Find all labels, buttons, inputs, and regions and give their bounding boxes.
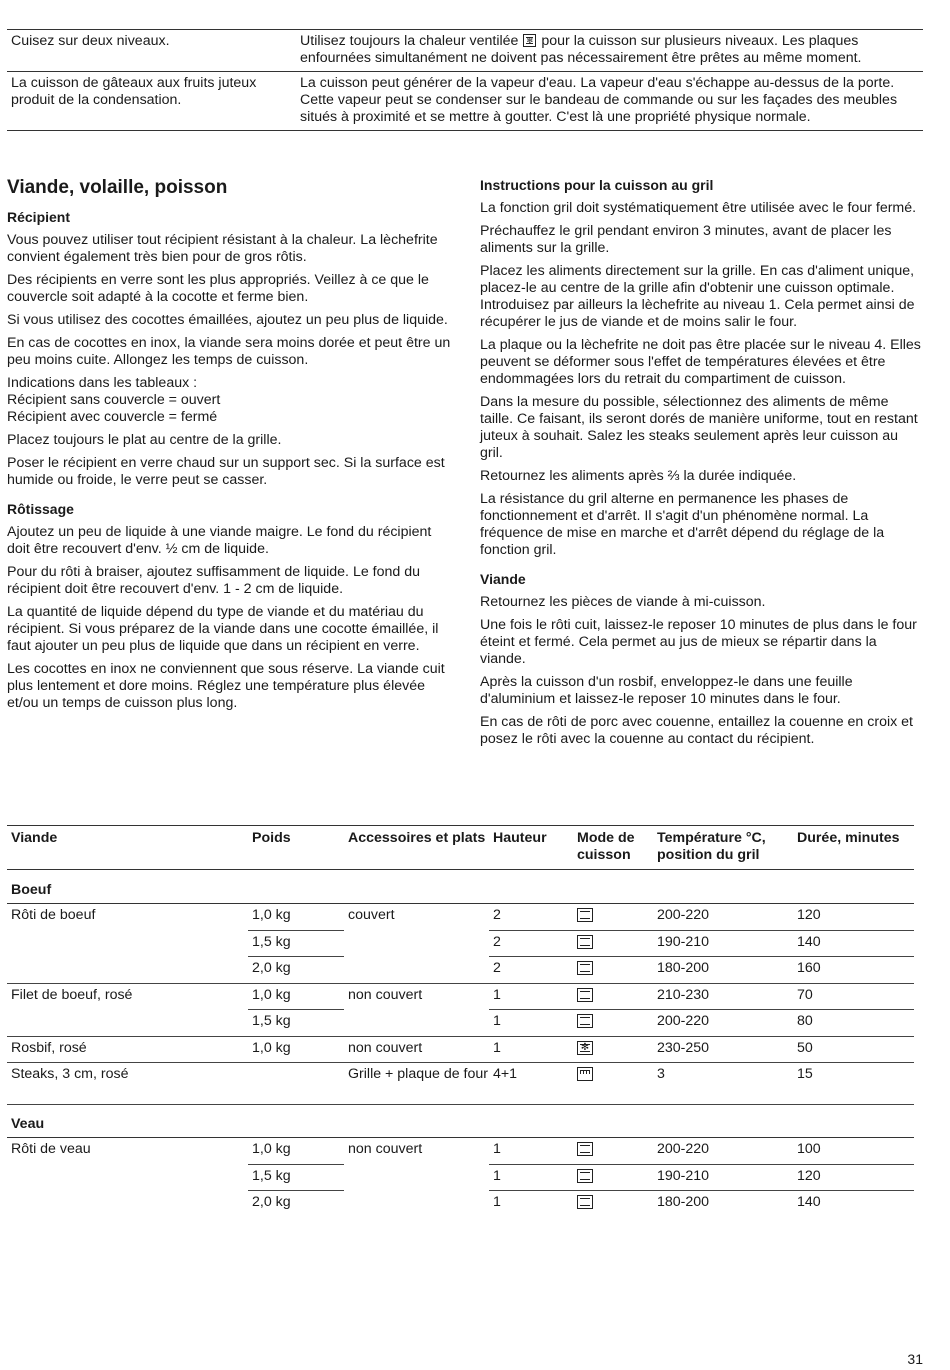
cell-hauteur: 4+1 [493,1066,518,1082]
cell-accessoires: couvert [348,907,395,923]
cell-hauteur: 1 [493,1039,501,1056]
cell-accessoires [344,1194,489,1217]
table-row [7,1190,914,1217]
tips-solution-text: pour la cuisson sur plusieurs niveaux. Les plaques enfournées simultanément ne doivent pas nécessairement être prêtes au même moment. [300,33,862,66]
paragraph: Les cocottes en inox ne conviennent que sous réserve. La viande cuit plus lentement et dore moins. Réglez une température plus élevée et/ou un temps de cuisson plus long. [7,661,445,711]
row-divider [489,1190,914,1191]
cell-poids: 1,5 kg [252,1167,291,1184]
cell-hauteur: 2 [493,960,501,976]
table-row [7,930,914,957]
convection-icon: ✻ [523,34,536,47]
paragraph: Ajoutez un peu de liquide à une viande maigre. Le fond du récipient doit être recouvert d'env. ½ cm de liquide. [7,524,432,557]
table-row [7,1137,914,1164]
right-column [480,177,922,754]
line: Indications dans les tableaux : [7,375,198,391]
cell-accessoires: non couvert [348,1039,423,1056]
cell-temperature: 3 [657,1066,665,1082]
cell-hauteur: 1 [493,1013,501,1029]
row-divider [489,956,914,957]
cell-temperature: 210-230 [657,986,710,1003]
tips-row [7,29,923,71]
top-bottom-heat-icon [577,988,593,1002]
cell-viande [7,1013,248,1036]
cell-temperature: 180-200 [657,1194,710,1210]
cell-hauteur: 2 [493,907,501,923]
header-viande: Viande [11,830,58,846]
cell-duree: 140 [797,1194,821,1210]
cell-mode [573,987,653,1010]
tips-solution-text: Utilisez toujours la chaleur ventilée [300,33,519,49]
cell-accessoires [344,934,489,957]
paragraph: Dans la mesure du possible, sélectionnez des aliments de même taille. Ce faisant, ils seront dorés de manière uniforme, tout en restant juteux à souhait. Salez les steaks seulement après leur cuisson au gril. [480,394,918,461]
cell-accessoires [344,960,489,983]
table-row [7,1164,914,1191]
convection-icon: ✻ [577,1041,593,1055]
top-bottom-heat-icon [577,908,593,922]
paragraph: La résistance du gril alterne en permanence les phases de fonctionnement et d'arrêt. Il s'agit d'un phénomène normal. La fréquence de mise en marche et d'arrêt dépend du réglage de la fonction gril. [480,491,885,558]
cell-duree: 15 [797,1066,813,1082]
subheading-rotissage: Rôtissage [7,501,74,517]
cell-viande: Rôti de veau [11,1141,91,1157]
cell-mode [573,1141,653,1164]
top-bottom-heat-icon [577,1169,593,1183]
cell-mode [573,960,653,983]
header-duree: Durée, minutes [797,830,900,846]
cell-temperature: 200-220 [657,1013,710,1029]
cell-viande [7,1194,248,1217]
cell-hauteur: 1 [493,1167,501,1184]
cell-poids: 1,0 kg [252,907,291,923]
cell-hauteur: 2 [493,933,501,950]
cell-temperature: 200-220 [657,1141,710,1157]
cell-duree: 120 [797,1167,821,1184]
table-section-title: Veau [11,1116,45,1132]
cell-duree: 120 [797,907,821,923]
cell-accessoires [344,1168,489,1191]
paragraph: La fonction gril doit systématiquement être utilisée avec le four fermé. [480,200,917,216]
cell-hauteur: 1 [493,986,501,1003]
cell-viande: Filet de boeuf, rosé [11,986,133,1003]
cell-viande: Steaks, 3 cm, rosé [11,1066,129,1082]
paragraph: Une fois le rôti cuit, laissez-le reposer 10 minutes de plus dans le four éteint et fermé. Cela permet au jus de mieux se répartir dans la viande. [480,617,917,667]
cell-duree: 160 [797,960,821,976]
tips-row [7,71,923,131]
cell-poids: 1,0 kg [252,986,291,1003]
cell-poids [248,1066,344,1104]
tips-solution [297,33,923,67]
paragraph: En cas de rôti de porc avec couenne, entaillez la couenne en croix et posez le rôti avec la couenne au contact du récipient. [480,714,913,747]
paragraph: Après la cuisson d'un rosbif, enveloppez-le dans une feuille d'aluminium et laissez-le reposer 10 minutes dans le four. [480,674,853,707]
table-row [7,1062,914,1104]
table-row [7,956,914,983]
cell-mode [573,1168,653,1191]
cell-hauteur: 1 [493,1141,501,1157]
cell-duree: 50 [797,1039,813,1056]
cell-temperature: 230-250 [657,1039,710,1056]
row-divider [489,1009,914,1010]
line: Récipient avec couvercle = fermé [7,409,218,425]
header-poids: Poids [252,830,291,846]
cell-viande [7,1168,248,1191]
row-divider [248,956,344,957]
cell-mode [573,1066,653,1104]
cell-duree: 140 [797,933,821,950]
paragraph: La plaque ou la lèchefrite ne doit pas être placée sur le niveau 4. Elles peuvent se déformer sous l'effet de températures élevées et être endommagées lors du retrait du compartiment de cuisson. [480,337,921,387]
cell-duree: 80 [797,1013,813,1029]
top-bottom-heat-icon [577,1014,593,1028]
cell-temperature: 200-220 [657,907,710,923]
cell-viande: Rosbif, rosé [11,1039,87,1056]
table-row [7,1009,914,1036]
table-header [7,825,914,870]
row-divider [7,1137,914,1138]
cell-temperature: 190-210 [657,1167,710,1184]
subheading-grill: Instructions pour la cuisson au gril [480,177,714,193]
grill-icon [577,1067,593,1081]
paragraph: Pour du rôti à braiser, ajoutez suffisamment de liquide. Le fond du récipient doit être recouvert d'env. 1 - 2 cm de liquide. [7,564,421,597]
cell-duree: 100 [797,1141,821,1157]
paragraph: La quantité de liquide dépend du type de viande et du matériau du récipient. Si vous préparez de la viande dans une cocotte émaillée, il faut ajouter un peu plus de liquide que dans un récipient en verre. [7,604,439,654]
cooking-table [7,825,914,1217]
top-bottom-heat-icon [577,1142,593,1156]
subheading-viande: Viande [480,571,526,587]
row-divider [7,1104,914,1105]
table-row [7,1036,914,1063]
cell-mode [573,1040,653,1063]
cell-poids: 1,5 kg [252,1013,291,1029]
cell-accessoires [344,1013,489,1036]
cell-temperature: 180-200 [657,960,710,976]
cell-poids: 1,0 kg [252,1141,291,1157]
header-mode: Mode de cuisson [577,830,635,863]
cell-poids: 2,0 kg [252,1194,291,1210]
paragraph: Retournez les pièces de viande à mi-cuisson. [480,594,766,610]
paragraph: Vous pouvez utiliser tout récipient résistant à la chaleur. La lèchefrite convient également très bien pour de gros rôtis. [7,232,438,265]
cell-mode [573,907,653,930]
cell-temperature: 190-210 [657,933,710,950]
header-temperature: Température °C, position du gril [657,830,766,863]
header-accessoires: Accessoires et plats [348,830,486,846]
paragraph: En cas de cocottes en inox, la viande sera moins dorée et peut être un peu moins cuite. Allongez les temps de cuisson. [7,335,451,368]
section-title: Viande, volaille, poisson [7,177,228,198]
table-section-title: Boeuf [11,882,52,898]
left-column [7,177,454,718]
row-divider [489,930,914,931]
row-divider [248,1164,344,1165]
cell-poids: 1,0 kg [252,1039,291,1056]
cell-accessoires: non couvert [348,986,423,1003]
cell-duree: 70 [797,986,813,1003]
cell-accessoires: Grille + plaque de four [348,1066,488,1082]
paragraph: Préchauffez le gril pendant environ 3 minutes, avant de placer les aliments sur la grille. [480,223,892,256]
top-bottom-heat-icon [577,935,593,949]
top-bottom-heat-icon [577,961,593,975]
cell-poids: 1,5 kg [252,933,291,950]
cell-poids: 2,0 kg [252,960,291,976]
paragraph: Poser le récipient en verre chaud sur un support sec. Si la surface est humide ou froide, le verre peut se casser. [7,455,445,488]
row-divider [7,1036,914,1037]
row-divider [7,1062,914,1063]
row-divider [7,983,914,984]
cell-mode [573,1013,653,1036]
subheading-recipient: Récipient [7,209,71,225]
tips-problem: Cuisez sur deux niveaux. [11,33,170,49]
paragraph: Placez toujours le plat au centre de la grille. [7,432,282,448]
cell-accessoires: non couvert [348,1141,423,1157]
paragraph: Si vous utilisez des cocottes émaillées, ajoutez un peu plus de liquide. [7,312,448,328]
paragraph [7,375,454,426]
table-row [7,983,914,1010]
header-hauteur: Hauteur [493,830,547,846]
paragraph: Retournez les aliments après ⅔ la durée indiquée. [480,468,797,484]
row-divider [7,903,914,904]
cell-mode [573,934,653,957]
top-bottom-heat-icon [577,1195,593,1209]
cell-viande [7,934,248,957]
row-divider [248,1009,344,1010]
cell-viande: Rôti de boeuf [11,907,96,923]
table-body [7,870,914,1217]
tips-solution: La cuisson peut générer de la vapeur d'eau. La vapeur d'eau s'échappe au-dessus de la porte. Cette vapeur peut se condenser sur le bandeau de commande ou sur les façades des meubles situés à proximité et se mettre à goutter. C'est là une propriété physique normale. [300,75,898,125]
row-divider [248,930,344,931]
row-divider [248,1190,344,1191]
tips-problem: La cuisson de gâteaux aux fruits juteux produit de la condensation. [11,75,257,108]
cell-viande [7,960,248,983]
line: Récipient sans couvercle = ouvert [7,392,221,408]
row-divider [489,1164,914,1165]
table-row [7,903,914,930]
paragraph: Placez les aliments directement sur la grille. En cas d'aliment unique, placez-le au centre de la grille afin d'obtenir une cuisson optimale. Introduisez par ailleurs la lèchefrite au niveau 1. Cela permet ainsi de récupérer le jus de viande et de moins salir le four. [480,263,915,330]
paragraph: Des récipients en verre sont les plus appropriés. Veillez à ce que le couvercle soit adapté à la cocotte et ferme bien. [7,272,429,305]
page-number: 31 [907,1351,923,1367]
cell-hauteur: 1 [493,1194,501,1210]
cell-mode [573,1194,653,1217]
tips-table [7,29,923,131]
